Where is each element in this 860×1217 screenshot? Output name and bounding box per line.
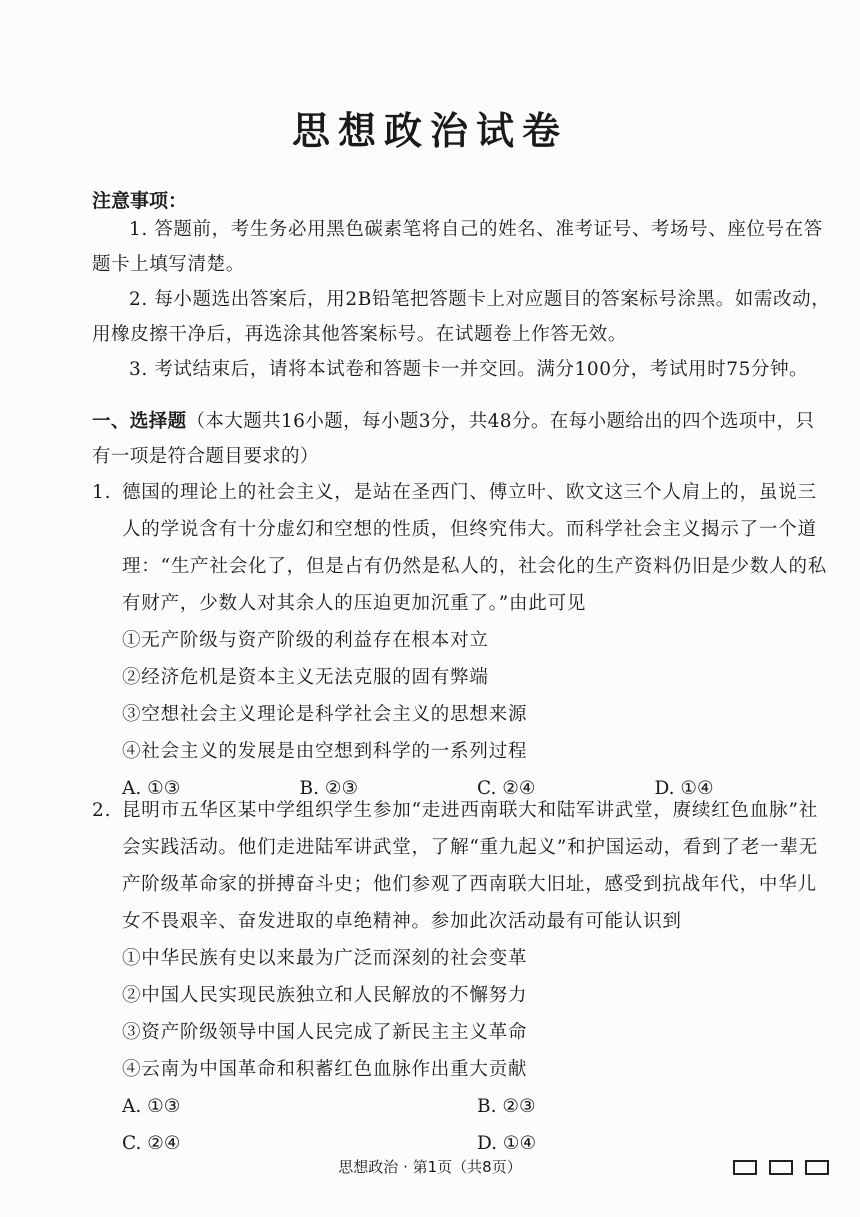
rectangle-mark-icon xyxy=(733,1160,757,1175)
section-header xyxy=(92,404,832,474)
notice-heading: 注意事项： xyxy=(92,190,188,212)
notice-item-3: 3. 考试结束后，请将本试卷和答题卡一并交回。满分100分，考试用时75分钟。 xyxy=(129,359,809,380)
option-d: D. ①④ xyxy=(654,778,714,799)
statement-3: ③空想社会主义理论是科学社会主义的思想来源 xyxy=(122,704,528,725)
option-c: C. ②④ xyxy=(477,778,536,799)
page-title: 思想政治试卷 xyxy=(291,109,568,153)
statement-1: ①中华民族有史以来最为广泛而深刻的社会变革 xyxy=(122,948,528,969)
option-d: D. ①④ xyxy=(477,1133,537,1154)
statement-2: ②经济危机是资本主义无法克服的固有弊端 xyxy=(122,667,489,688)
statement-3: ③资产阶级领导中国人民完成了新民主主义革命 xyxy=(122,1022,528,1043)
option-b: B. ②③ xyxy=(477,1096,536,1117)
rectangle-mark-icon xyxy=(769,1160,793,1175)
statement-1: ①无产阶级与资产阶级的利益存在根本对立 xyxy=(122,630,489,651)
option-b: B. ②③ xyxy=(299,778,359,799)
notice-item-1: 1. 答题前，考生务必用黑色碳素笔将自己的姓名、准考证号、考场号、座位号在答题卡上填写清楚。 xyxy=(92,219,823,275)
question-text: 德国的理论上的社会主义，是站在圣西门、傅立叶、欧文这三个人肩上的，虽说三人的学说含有十分虚幻和空想的性质，但终究伟大。而科学社会主义揭示了一个道理：“生产社会化了，但是占有仍然是私人的，社会化的生产资料仍旧是少数人的私有财产，少数人对其余人的压迫更加沉重了。”由此可见 xyxy=(122,482,828,614)
question-2 xyxy=(92,792,832,1162)
option-a: A. ①③ xyxy=(122,778,181,799)
page-footer: 思想政治 · 第1页（共8页） xyxy=(338,1158,522,1176)
answer-options-row-1 xyxy=(92,1088,832,1125)
question-1 xyxy=(92,474,832,807)
statement-4: ④云南为中国革命和积蓄红色血脉作出重大贡献 xyxy=(122,1059,528,1080)
rectangle-mark-icon xyxy=(805,1160,829,1175)
notice-item-2: 2. 每小题选出答案后，用2B铅笔把答题卡上对应题目的答案标号涂黑。如需改动，用橡皮擦干净后，再选涂其他答案标号。在试题卷上作答无效。 xyxy=(92,289,831,345)
question-stem xyxy=(92,474,832,622)
corner-marks xyxy=(733,1160,829,1175)
statement-4: ④社会主义的发展是由空想到科学的一系列过程 xyxy=(122,741,528,762)
section-description: （本大题共16小题，每小题3分，共48分。在每小题给出的四个选项中，只有一项是符合题目要求的） xyxy=(92,411,815,467)
section-heading: 一、选择题 xyxy=(92,411,187,432)
question-stem xyxy=(92,792,832,940)
question-number: 2. xyxy=(92,800,112,821)
option-a: A. ①③ xyxy=(122,1096,181,1117)
question-text: 昆明市五华区某中学组织学生参加“走进西南联大和陆军讲武堂，赓续红色血脉”社会实践活动。他们走进陆军讲武堂，了解“重九起义”和护国运动，看到了老一辈无产阶级革命家的拼搏奋斗史；他们参观了西南联大旧址，感受到抗战年代，中华儿女不畏艰辛、奋发进取的卓绝精神。参加此次活动最有可能认识到 xyxy=(122,800,819,932)
question-number: 1. xyxy=(92,482,112,503)
option-c: C. ②④ xyxy=(122,1133,181,1154)
statement-2: ②中国人民实现民族独立和人民解放的不懈努力 xyxy=(122,985,528,1006)
